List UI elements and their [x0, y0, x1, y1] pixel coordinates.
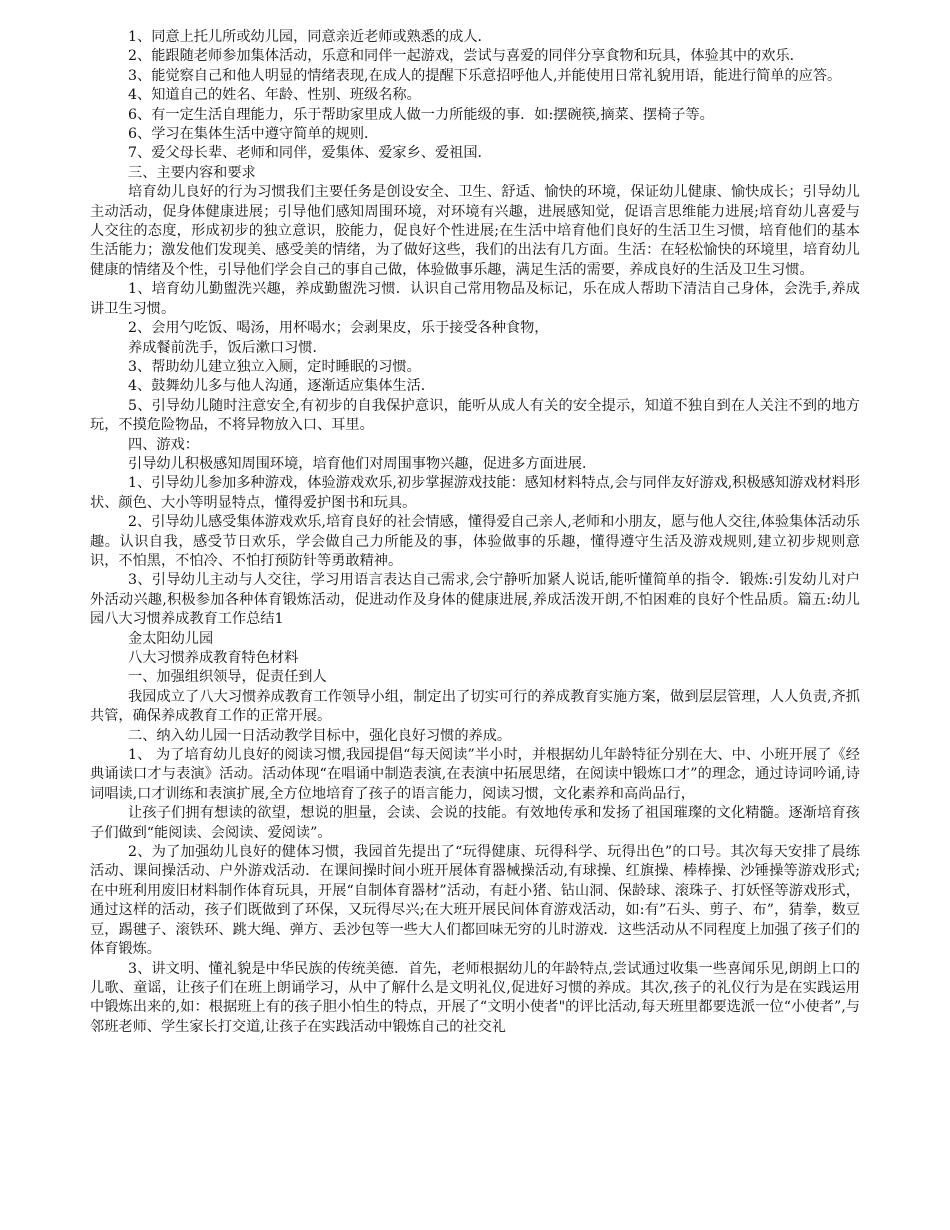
- text-paragraph: 让孩子们拥有想读的欲望，想说的胆量，会读、会说的技能。有效地传承和发扬了祖国璀璨的文化精髓。逐渐培育孩子们做到“能阅读、会阅读、爱阅读”。: [90, 805, 860, 841]
- text-paragraph: 3、帮助幼儿建立独立入厕，定时睡眠的习惯。: [128, 358, 421, 375]
- text-paragraph: 1、引导幼儿参加多种游戏，体验游戏欢乐,初步掌握游戏技能：感知材料特点,会与同伴友好游戏,积极感知游戏材料形状、颜色、大小等明显特点，懂得爱护图书和玩具。: [90, 475, 860, 511]
- text-paragraph: 3、引导幼儿主动与人交往，学习用语言表达自己需求,会宁静听加紧人说话,能听懂简单的指令．锻炼:引发幼儿对户外活动兴趣,积极参加各种体育锻炼活动，促进动作及身体的健康进展,养成活泼开朗,不怕困难的良好个性品质。篇五:幼儿园八大习惯养成教育工作总结1: [90, 572, 860, 628]
- text-paragraph: 3、讲文明、懂礼貌是中华民族的传统美德．首先，老师根据幼儿的年龄特点,尝试通过收集一些喜闻乐见,朗朗上口的儿歌、童谣，让孩子们在班上朗诵学习，从中了解什么是文明礼仪,促进好习惯的养成。其次,孩子的礼仪行为是在实践运用中锻炼出来的,如：根据班上有的孩子胆小怕生的特点，开展了“文明小使者"的评比活动,每天班里都要选派一位“小使者”,与邻班老师、学生家长打交道,让孩子在实践活动中锻炼自己的社交礼: [90, 960, 860, 1035]
- text-paragraph: 2、会用勺吃饭、喝汤，用杯喝水；会剥果皮，乐于接受各种食物，: [128, 320, 549, 337]
- text-paragraph: 我园成立了八大习惯养成教育工作领导小组，制定出了切实可行的养成教育实施方案，做到层层管理，人人负责,齐抓共管，确保养成教育工作的正常开展。: [90, 688, 860, 725]
- document-title: 八大习惯养成教育特色材料: [128, 650, 299, 666]
- text-paragraph: 7、爱父母长辈、老师和同伴，爱集体、爱家乡、爱祖国．: [128, 145, 492, 162]
- text-paragraph: 2、为了加强幼儿良好的健体习惯，我园首先提出了“玩得健康、玩得科学、玩得出色”的口号。其次每天安排了晨练活动、课间操活动、户外游戏活动．在课间操时间小班开展体育器械操活动,有球操、红旗操、棒棒操、沙锤操等游戏形式;在中班利用废旧材料制作体育玩具，开展“自制体育器材”活动，有赶小猪、钻山洞、保龄球、滚珠子、打妖怪等游戏形式，通过这样的活动，孩子们既做到了环保，又玩得尽兴;在大班开展民间体育游戏活动，如:有”石头、剪子、布”，猜拳，数豆豆，踢毽子、滚铁环、跳大绳、弹方、丢沙包等一些大人们都回味无穷的儿时游戏．这些活动从不同程度上加强了孩子们的体育锻炼。: [90, 844, 860, 958]
- text-paragraph: 3、能觉察自己和他人明显的情绪表现,在成人的提醒下乐意招呼他人,并能使用日常礼貌用语，能进行简单的应答。: [128, 67, 842, 84]
- section-heading: 四、游戏：: [128, 436, 199, 453]
- organization-name: 金太阳幼儿园: [128, 630, 214, 647]
- text-paragraph: 引导幼儿积极感知周围环境，培育他们对周围事物兴趣，促进多方面进展．: [128, 455, 597, 472]
- text-paragraph: 4、鼓舞幼儿多与他人沟通，逐渐适应集体生活．: [128, 378, 435, 395]
- section-heading: 二、纳入幼儿园一日活动教学目标中，强化良好习惯的养成。: [128, 727, 512, 744]
- text-paragraph: 2、引导幼儿感受集体游戏欢乐,培育良好的社会情感，懂得爱自己亲人,老师和小朋友，愿与他人交往,体验集体活动乐趣。认识自我，感受节日欢乐，学会做自己力所能及的事，体验做事的乐趣，懂得遵守生活及游戏规则,建立初步规则意识，不怕黑，不怕冷、不怕打预防针等勇敢精神。: [90, 514, 860, 569]
- text-paragraph: 5、引导幼儿随时注意安全,有初步的自我保护意识，能听从成人有关的安全提示，知道不独自到在人关注不到的地方玩，不摸危险物品，不将异物放入口、耳里。: [90, 397, 860, 434]
- text-paragraph: 1、 为了培育幼儿良好的阅读习惯,我园提倡“每天阅读”半小时，并根据幼儿年龄特征分别在大、中、小班开展了《经典诵读口才与表演》活动。活动体现“在唱诵中制造表演,在表演中拓展思绪，在阅读中锻炼口才”的理念，通过诗词吟诵,诗词唱读,口才训练和表演扩展,全方位地培育了孩子的语言能力，阅读习惯，文化素养和高尚品行，: [90, 747, 860, 802]
- text-paragraph: 6、学习在集体生活中遵守简单的规则．: [128, 126, 379, 143]
- text-paragraph: 4、知道自己的姓名、年龄、性别、班级名称。: [128, 87, 421, 104]
- text-paragraph: 培育幼儿良好的行为习惯我们主要任务是创设安全、卫生、舒适、愉快的环境，保证幼儿健康、愉快成长；引导幼儿主动活动，促身体健康进展；引导他们感知周围环境，对环境有兴趣，进展感知觉，促语言思维能力进展;培育幼儿喜爱与人交往的态度，形成初步的独立意识，胶能力，促良好个性进展;在生活中培育他们良好的生活卫生习惯，培育他们的基本生活能力；激发他们发现美、感受美的情绪，为了做好这些，我们的出法有几方面。生活：在轻松愉快的环境里，培育幼儿健康的情绪及个性，引导他们学会自己的事自己做，体验做事乐趣，满足生活的需要，养成良好的生活及卫生习惯。: [90, 184, 860, 278]
- text-paragraph: 1、同意上托儿所或幼儿园，同意亲近老师或熟悉的成人．: [128, 29, 492, 45]
- text-paragraph: 1、培育幼儿勤盥洗兴趣，养成勤盥洗习惯．认识自己常用物品及标记，乐在成人帮助下清洁自己身体，会洗手,养成讲卫生习惯。: [90, 281, 860, 317]
- section-heading: 一、加强组织领导，促责任到人: [128, 669, 327, 686]
- text-paragraph: 养成餐前洗手，饭后漱口习惯．: [128, 339, 327, 356]
- section-heading: 三、主要内容和要求: [128, 164, 256, 181]
- text-paragraph: 2、能跟随老师参加集体活动，乐意和同伴一起游戏，尝试与喜爱的同伴分享食物和玩具，体验其中的欢乐．: [128, 48, 804, 65]
- text-paragraph: 6、有一定生活自理能力，乐于帮助家里成人做一力所能级的事．如:摆碗筷,摘菜、摆椅子等。: [128, 106, 714, 123]
